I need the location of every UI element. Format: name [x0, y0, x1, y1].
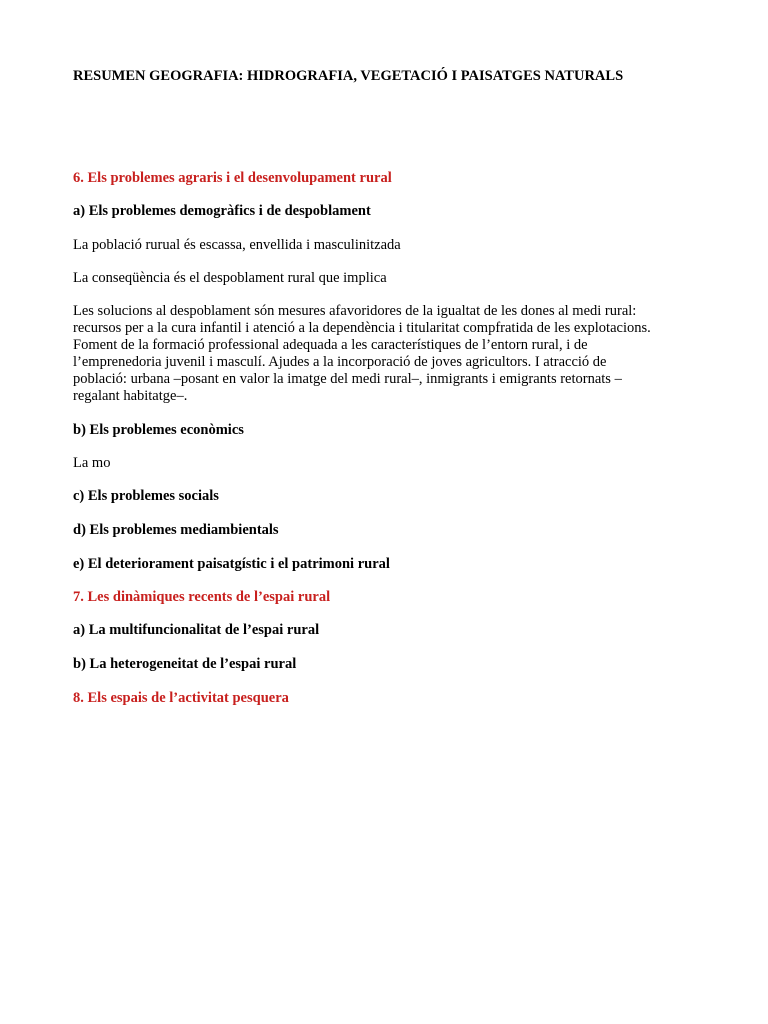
paragraph-economic: La mo: [73, 455, 111, 471]
section-8-heading: 8. Els espais de l’activitat pesquera: [73, 690, 289, 706]
section-6-heading: 6. Els problemes agraris i el desenvolupament rural: [73, 170, 392, 186]
paragraph-depopulation: La conseqüència és el despoblament rural que implica: [73, 270, 387, 286]
subsection-7a-heading: a) La multifuncionalitat de l’espai rural: [73, 622, 320, 638]
subsection-6c-heading: c) Els problemes socials: [73, 488, 219, 504]
document-title: RESUMEN GEOGRAFIA: HIDROGRAFIA, VEGETACIÓ I PAISATGES NATURALS: [73, 68, 624, 84]
subsection-6d-heading: d) Els problemes mediambientals: [73, 522, 279, 538]
paragraph-solutions-line: recursos per a la cura infantil i atenció a la dependència i titularitat compfratida de les explotacions.: [73, 320, 651, 336]
subsection-6b-heading: b) Els problemes econòmics: [73, 422, 244, 438]
subsection-7b-heading: b) La heterogeneitat de l’espai rural: [73, 656, 297, 672]
section-7-heading: 7. Les dinàmiques recents de l’espai rural: [73, 589, 331, 605]
paragraph-solutions-line: l’emprenedoria juvenil i masculí. Ajudes a la incorporació de joves agricultors. I atracció de: [73, 354, 607, 370]
paragraph-rural-population: La població rurual és escassa, envellida i masculinitzada: [73, 237, 401, 253]
subsection-6a-heading: a) Els problemes demogràfics i de despoblament: [73, 203, 371, 219]
subsection-6e-heading: e) El deteriorament paisatgístic i el patrimoni rural: [73, 556, 390, 572]
paragraph-solutions-line: Foment de la formació professional adequada a les característiques de l’entorn rural, i de: [73, 337, 588, 353]
paragraph-solutions: [73, 303, 713, 405]
paragraph-solutions-line: població: urbana –posant en valor la imatge del medi rural–, inmigrants i emigrants retornats –: [73, 371, 622, 387]
paragraph-solutions-line: regalant habitatge–.: [73, 388, 188, 404]
paragraph-solutions-line: Les solucions al despoblament són mesures afavoridores de la igualtat de les dones al medi rural:: [73, 303, 637, 319]
